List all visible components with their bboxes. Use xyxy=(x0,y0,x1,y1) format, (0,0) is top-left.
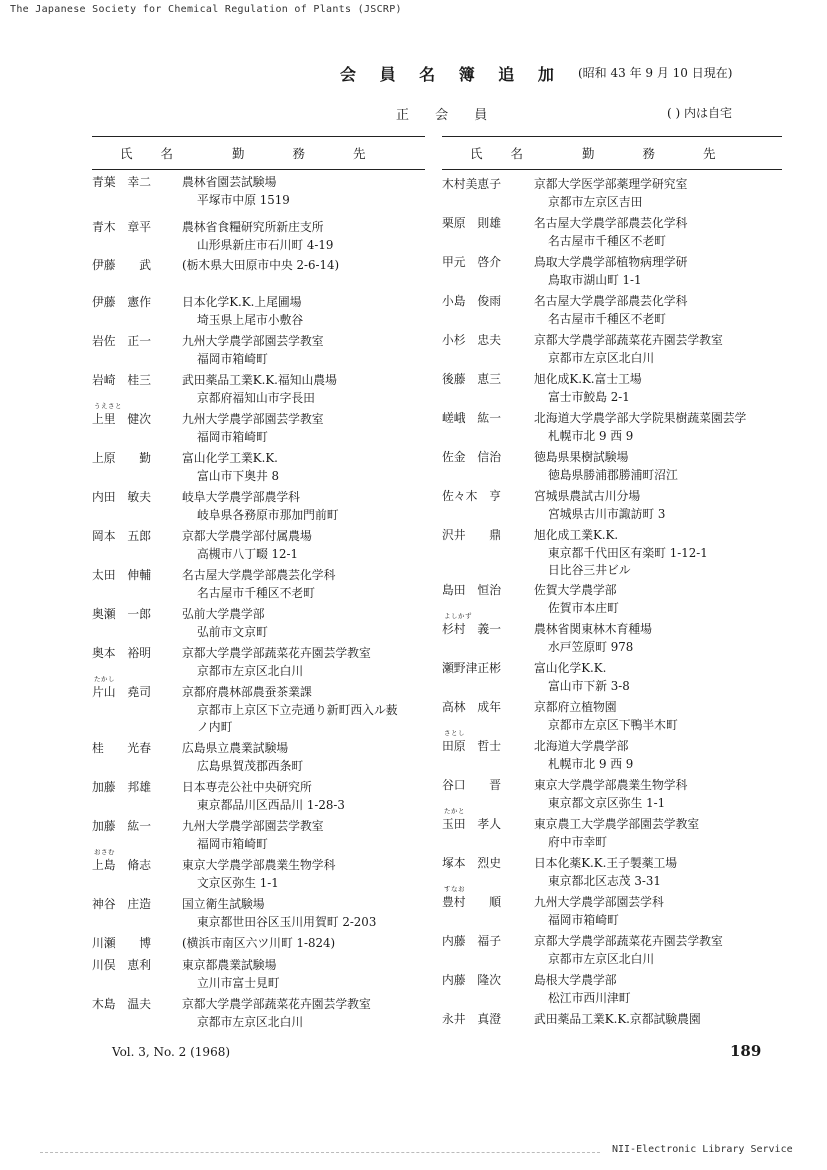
workplace-name: 北海道大学農学部大学院果樹蔬菜園芸学 xyxy=(534,411,747,425)
volume-info: Vol. 3, No. 2 (1968) xyxy=(112,1045,231,1059)
workplace-name: 九州大学農学部園芸学教室 xyxy=(182,412,324,426)
workplace-address: 平塚市中原 1519 xyxy=(197,192,290,207)
workplace-address: 東京都文京区弥生 1-1 xyxy=(548,795,666,810)
name-reading: すなお xyxy=(444,885,465,893)
member-name: 木村美恵子 xyxy=(442,177,501,191)
workplace-address: 京都市左京区吉田 xyxy=(548,194,643,209)
workplace-address: 福岡市箱崎町 xyxy=(548,912,619,927)
page-title: 会 員 名 簿 追 加 xyxy=(340,65,563,84)
workplace-name: 農林省園芸試験場 xyxy=(182,175,277,189)
name-column-header: 氏 名 xyxy=(120,146,185,161)
workplace-name: 日本専売公社中央研究所 xyxy=(182,780,312,794)
workplace-address: 日比谷三井ビル xyxy=(548,563,631,577)
workplace-address: 京都市左京区北白川 xyxy=(548,350,655,365)
workplace-address: 札幌市北 9 西 9 xyxy=(548,756,634,771)
section-subtitle: 正 会 員 xyxy=(396,108,499,123)
member-name: 内藤 隆次 xyxy=(442,973,501,987)
member-name: 後藤 恵三 xyxy=(442,372,501,386)
member-name: 永井 真澄 xyxy=(442,1012,501,1026)
workplace-address: 福岡市箱崎町 xyxy=(197,429,268,444)
workplace-address: 名古屋市千種区不老町 xyxy=(548,311,666,326)
workplace-address: 水戸笠原町 978 xyxy=(548,639,634,654)
workplace-address: 文京区弥生 1-1 xyxy=(197,875,279,890)
member-name: 川俣 恵利 xyxy=(92,958,151,972)
workplace-name: 農林省関東林木育種場 xyxy=(534,622,652,636)
workplace-name: 京都大学農学部付属農場 xyxy=(182,529,312,543)
member-name: 上島 脩志 xyxy=(92,858,151,872)
workplace-name: 名古屋大学農学部農芸化学科 xyxy=(182,568,336,582)
name-reading: たかと xyxy=(444,807,465,815)
workplace-address: 福岡市箱崎町 xyxy=(197,836,268,851)
workplace-address: 京都市左京区下鴨半木町 xyxy=(548,717,678,732)
member-name: 上里 健次 xyxy=(92,412,151,426)
workplace-name: 京都府立植物園 xyxy=(534,700,617,714)
workplace-address: 東京都北区志茂 3-31 xyxy=(548,873,661,888)
workplace-address: 立川市富士見町 xyxy=(197,975,280,990)
member-name: 島田 恒治 xyxy=(442,583,501,597)
workplace-name: 国立衛生試験場 xyxy=(182,897,265,911)
workplace-address: 京都市左京区北白川 xyxy=(548,951,655,966)
member-name: 甲元 啓介 xyxy=(442,255,501,269)
member-name: 川瀬 博 xyxy=(92,936,151,950)
workplace-name: 京都大学医学部薬理学研究室 xyxy=(534,177,688,191)
member-name: 上原 勤 xyxy=(92,451,151,465)
member-name: 栗原 則雄 xyxy=(442,216,501,230)
workplace-address: 富山市下奥井 8 xyxy=(197,468,280,483)
workplace-address: 名古屋市千種区不老町 xyxy=(548,233,666,248)
workplace-name: 農林省食糧研究所新庄支所 xyxy=(182,220,324,234)
workplace-name: 徳島県果樹試験場 xyxy=(534,450,629,464)
member-name: 桂 光春 xyxy=(92,741,151,755)
workplace-name: 東京都農業試験場 xyxy=(182,958,277,972)
column-header xyxy=(442,136,782,170)
member-column-right xyxy=(442,136,782,1026)
workplace-address: 京都市左京区北白川 xyxy=(197,663,304,678)
column-header xyxy=(92,136,425,170)
workplace-name: 鳥取大学農学部植物病理学研 xyxy=(534,255,688,269)
workplace-address: 佐賀市本庄町 xyxy=(548,600,619,615)
workplace-name: 旭化成工業K.K. xyxy=(534,528,619,542)
member-name: 神谷 庄造 xyxy=(92,897,151,911)
name-reading: おさむ xyxy=(94,848,115,856)
workplace-address: 富山市下新 3-8 xyxy=(548,678,630,693)
member-name: 豊村 順 xyxy=(442,895,501,909)
member-name: 瀬野津正彬 xyxy=(442,661,501,675)
workplace-address: 京都府福知山市字長田 xyxy=(197,390,315,405)
member-name: 伊藤 武 xyxy=(92,258,151,272)
member-name: 木島 温夫 xyxy=(92,997,151,1011)
workplace-address: 富士市鮫島 2-1 xyxy=(548,389,630,404)
workplace-address: 名古屋市千種区不老町 xyxy=(197,585,315,600)
workplace-address: 府中市幸町 xyxy=(548,834,607,849)
workplace-name: 九州大学農学部園芸学教室 xyxy=(182,819,324,833)
name-reading: うえさと xyxy=(94,402,122,410)
society-header: The Japanese Society for Chemical Regulation of Plants (JSCRP) xyxy=(10,4,402,15)
workplace-name: 佐賀大学農学部 xyxy=(534,583,617,597)
workplace-name: 武田薬品工業K.K.京都試験農園 xyxy=(534,1012,701,1026)
workplace-name: 東京農工大学農学部園芸学教室 xyxy=(534,817,700,831)
workplace-name: 弘前大学農学部 xyxy=(182,607,265,621)
member-name: 玉田 孝人 xyxy=(442,817,501,831)
workplace-address: 鳥取市湖山町 1-1 xyxy=(548,272,642,287)
workplace-address: 高槻市八丁畷 12-1 xyxy=(197,546,299,561)
workplace-name: 旭化成K.K.富士工場 xyxy=(534,372,642,386)
member-name: 佐金 信治 xyxy=(442,450,501,464)
workplace-name: 武田薬品工業K.K.福知山農場 xyxy=(182,373,337,387)
member-name: 太田 伸輔 xyxy=(92,568,151,582)
member-name: 内藤 福子 xyxy=(442,934,501,948)
member-name: 塚本 烈史 xyxy=(442,856,501,870)
name-column-header: 氏 名 xyxy=(470,146,535,161)
member-name: 佐々木 亨 xyxy=(442,489,501,503)
workplace-name: 日本化薬K.K.王子製薬工場 xyxy=(534,856,678,870)
member-column-left xyxy=(92,136,425,1029)
workplace-name: 名古屋大学農学部農芸化学科 xyxy=(534,294,688,308)
member-name: 谷口 晋 xyxy=(442,778,501,792)
workplace-name: 九州大学農学部園芸学教室 xyxy=(182,334,324,348)
workplace-name: 北海道大学農学部 xyxy=(534,739,629,753)
member-name: 加藤 紘一 xyxy=(92,819,151,833)
name-reading: さとし xyxy=(444,729,465,737)
member-name: 沢井 鼎 xyxy=(442,528,501,542)
workplace-address: 福岡市箱崎町 xyxy=(197,351,268,366)
member-name: 田原 哲士 xyxy=(442,739,501,753)
member-name: 奥瀬 一郎 xyxy=(92,607,151,621)
home-address-note: ( ) 内は自宅 xyxy=(667,106,732,120)
workplace-address: ノ内町 xyxy=(197,720,233,734)
workplace-name: 島根大学農学部 xyxy=(534,973,617,987)
workplace-address: 札幌市北 9 西 9 xyxy=(548,428,634,443)
workplace-name: 京都府農林部農蚕茶業課 xyxy=(182,685,312,699)
workplace-name: 京都大学農学部蔬菜花卉園芸学教室 xyxy=(534,934,723,948)
workplace-name: 九州大学農学部園芸学科 xyxy=(534,895,664,909)
workplace-address: 東京都世田谷区玉川用賀町 2-203 xyxy=(197,914,377,929)
member-name: 伊藤 憲作 xyxy=(92,295,151,309)
date-note: (昭和 43 年 9 月 10 日現在) xyxy=(578,66,733,80)
workplace-address: 京都市左京区北白川 xyxy=(197,1014,304,1029)
member-name: 岩佐 正一 xyxy=(92,334,151,348)
workplace-name: 名古屋大学農学部農芸化学科 xyxy=(534,216,688,230)
member-name: 岩崎 桂三 xyxy=(92,373,151,387)
workplace-name: 宮城県農試古川分場 xyxy=(534,489,641,503)
workplace-column-header: 勤 務 先 xyxy=(232,146,388,161)
workplace-name: 日本化学K.K.上尾圃場 xyxy=(182,295,302,309)
workplace-name: 東京大学農学部農業生物学科 xyxy=(182,858,336,872)
member-name: 内田 敏夫 xyxy=(92,490,151,504)
member-name: 青木 章平 xyxy=(92,220,151,234)
workplace-name: 岐阜大学農学部農学科 xyxy=(182,490,300,504)
workplace-address: 宮城県古川市諏訪町 3 xyxy=(548,506,666,521)
workplace-address: 京都市上京区下立売通り新町西入ル薮 xyxy=(197,702,398,717)
member-name: 加藤 邦雄 xyxy=(92,780,151,794)
workplace-name: 富山化学工業K.K. xyxy=(182,451,278,465)
member-name: 岡本 五郎 xyxy=(92,529,151,543)
workplace-name: (横浜市南区六ツ川町 1-824) xyxy=(182,936,336,950)
member-name: 杉村 義一 xyxy=(442,622,501,636)
workplace-address: 岐阜県各務原市那加門前町 xyxy=(197,507,339,522)
workplace-address: 山形県新庄市石川町 4-19 xyxy=(197,237,334,252)
workplace-name: 京都大学農学部蔬菜花卉園芸学教室 xyxy=(182,646,371,660)
member-name: 小杉 忠夫 xyxy=(442,333,501,347)
workplace-address: 東京都品川区西品川 1-28-3 xyxy=(197,797,345,812)
member-name: 片山 堯司 xyxy=(92,685,151,699)
workplace-name: 東京大学農学部農業生物学科 xyxy=(534,778,688,792)
workplace-address: 埼玉県上尾市小敷谷 xyxy=(197,312,304,327)
workplace-name: 京都大学農学部蔬菜花卉園芸学教室 xyxy=(534,333,723,347)
member-name: 嵯峨 紘一 xyxy=(442,411,501,425)
workplace-name: 広島県立農業試験場 xyxy=(182,741,289,755)
workplace-address: 徳島県勝浦郡勝浦町沼江 xyxy=(548,467,678,482)
workplace-name: 富山化学K.K. xyxy=(534,661,607,675)
member-name: 高林 成年 xyxy=(442,700,501,714)
workplace-address: 弘前市文京町 xyxy=(197,624,268,639)
workplace-name: (栃木県大田原市中央 2-6-14) xyxy=(182,258,340,272)
workplace-address: 松江市西川津町 xyxy=(548,990,631,1005)
member-name: 青葉 幸二 xyxy=(92,175,151,189)
workplace-column-header: 勤 務 先 xyxy=(582,146,738,161)
workplace-name: 京都大学農学部蔬菜花卉園芸学教室 xyxy=(182,997,371,1011)
member-name: 小島 俊雨 xyxy=(442,294,501,308)
service-footer: NII-Electronic Library Service xyxy=(612,1144,793,1155)
scan-divider xyxy=(40,1152,600,1153)
workplace-address: 東京都千代田区有楽町 1-12-1 xyxy=(548,545,708,560)
page-number: 189 xyxy=(730,1042,762,1060)
name-reading: よしかず xyxy=(444,612,472,620)
member-name: 奥本 裕明 xyxy=(92,646,151,660)
name-reading: たかし xyxy=(94,675,115,683)
workplace-address: 広島県賀茂郡西条町 xyxy=(197,758,304,773)
